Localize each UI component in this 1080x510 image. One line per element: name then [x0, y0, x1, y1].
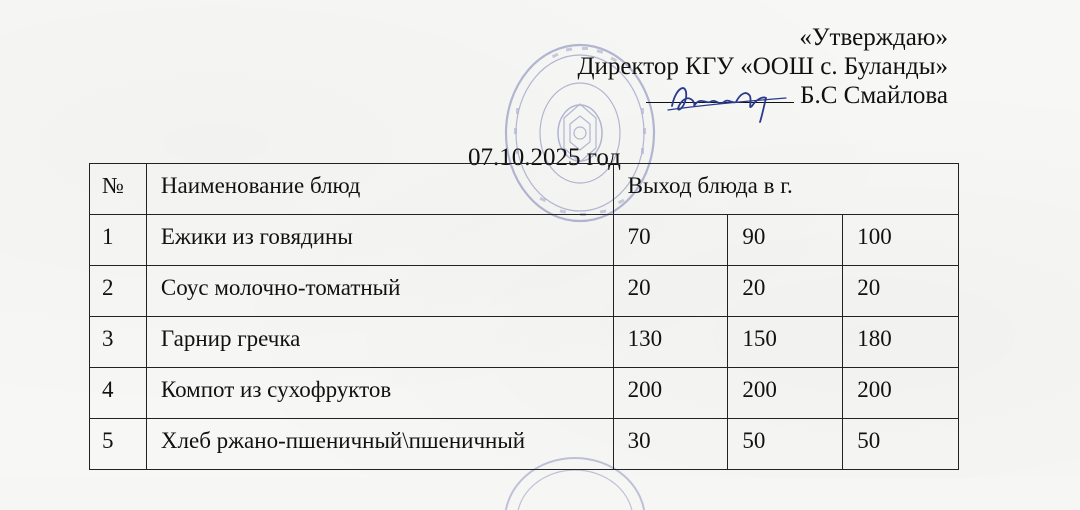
signatory-name: Б.С Смайлова [800, 82, 948, 109]
output-value-1: 130 [613, 317, 728, 368]
signature-underline [646, 82, 794, 103]
output-value-2: 150 [728, 317, 843, 368]
handwritten-signature-icon [666, 76, 796, 124]
dish-name: Хлеб ржано-пшеничный\пшеничный [146, 419, 613, 470]
signature-line [577, 81, 948, 110]
row-number: 2 [90, 266, 147, 317]
output-value-1: 200 [613, 368, 728, 419]
table-row [90, 419, 959, 470]
output-value-3: 180 [843, 317, 959, 368]
row-number: 3 [90, 317, 147, 368]
output-value-3: 20 [843, 266, 959, 317]
row-number: 5 [90, 419, 147, 470]
table-header-row [90, 164, 959, 215]
table-row [90, 317, 959, 368]
director-title: Директор КГУ «ООШ с. Буланды» [577, 53, 948, 80]
output-value-1: 20 [613, 266, 728, 317]
table-row [90, 266, 959, 317]
output-value-1: 30 [613, 419, 728, 470]
row-number: 1 [90, 215, 147, 266]
column-header-number: № [90, 164, 147, 215]
approval-block [577, 23, 948, 110]
output-value-2: 200 [728, 368, 843, 419]
dish-name: Соус молочно-томатный [146, 266, 613, 317]
table-row [90, 215, 959, 266]
dish-name: Компот из сухофруктов [146, 368, 613, 419]
dish-name: Гарнир гречка [146, 317, 613, 368]
menu-table [89, 163, 959, 470]
output-value-3: 200 [843, 368, 959, 419]
approval-heading: «Утверждаю» [799, 24, 948, 51]
document-date: 07.10.2025 год [468, 144, 621, 171]
output-value-3: 50 [843, 419, 959, 470]
table-row [90, 368, 959, 419]
output-value-2: 20 [728, 266, 843, 317]
column-header-output: Выход блюда в г. [613, 164, 958, 215]
output-value-2: 90 [728, 215, 843, 266]
output-value-2: 50 [728, 419, 843, 470]
output-value-1: 70 [613, 215, 728, 266]
output-value-3: 100 [843, 215, 959, 266]
dish-name: Ежики из говядины [146, 215, 613, 266]
column-header-dish-name: Наименование блюд [146, 164, 613, 215]
row-number: 4 [90, 368, 147, 419]
